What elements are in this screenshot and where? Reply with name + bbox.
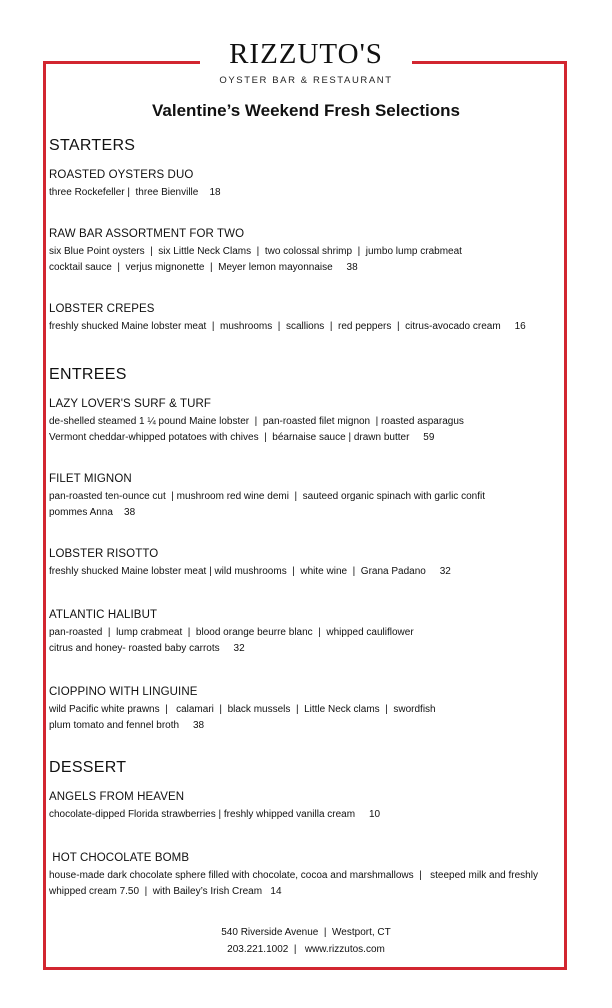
restaurant-logo-subtitle: OYSTER BAR & RESTAURANT [219, 75, 393, 86]
menu-item-description: house-made dark chocolate sphere filled with chocolate, cocoa and marshmallows | steeped milk and freshly [49, 870, 538, 881]
menu-item-name: LAZY LOVER'S SURF & TURF [49, 398, 212, 410]
menu-item-description: pan-roasted | lump crabmeat | blood orange beurre blanc | whipped cauliflower [49, 627, 414, 638]
menu-item-description: chocolate-dipped Florida strawberries | freshly whipped vanilla cream 10 [49, 809, 381, 820]
menu-item-description: Vermont cheddar-whipped potatoes with chives | béarnaise sauce | drawn butter 59 [49, 432, 435, 443]
menu-item-description: six Blue Point oysters | six Little Neck Clams | two colossal shrimp | jumbo lump crabmeat [49, 246, 462, 257]
restaurant-logo-name: RIZZUTO'S [229, 38, 383, 70]
section-title-starters: STARTERS [49, 137, 136, 154]
menu-item-description: pommes Anna 38 [49, 507, 136, 518]
menu-item-name: HOT CHOCOLATE BOMB [49, 852, 190, 864]
menu-item-description: three Rockefeller | three Bienville 18 [49, 187, 221, 198]
section-title-dessert: DESSERT [49, 759, 127, 776]
menu-item-description: plum tomato and fennel broth 38 [49, 720, 205, 731]
menu-item-description: wild Pacific white prawns | calamari | black mussels | Little Neck clams | swordfish [49, 704, 436, 715]
menu-item-name: ROASTED OYSTERS DUO [49, 169, 194, 181]
menu-item-name: LOBSTER CREPES [49, 303, 155, 315]
footer-contact: 203.221.1002 | www.rizzutos.com [227, 944, 385, 955]
menu-item-description: freshly shucked Maine lobster meat | mushrooms | scallions | red peppers | citrus-avocado cream 16 [49, 321, 526, 332]
menu-item-description: cocktail sauce | verjus mignonette | Meyer lemon mayonnaise 38 [49, 262, 358, 273]
section-title-entrees: ENTREES [49, 366, 127, 383]
menu-item-name: ATLANTIC HALIBUT [49, 609, 158, 621]
menu-item-description: whipped cream 7.50 | with Bailey’s Irish Cream 14 [49, 886, 282, 897]
menu-item-name: CIOPPINO WITH LINGUINE [49, 686, 198, 698]
menu-title: Valentine’s Weekend Fresh Selections [151, 101, 460, 120]
menu-item-description: pan-roasted ten-ounce cut | mushroom red wine demi | sauteed organic spinach with garlic confit [49, 491, 485, 502]
menu-item-name: RAW BAR ASSORTMENT FOR TWO [49, 228, 245, 240]
menu-item-description: freshly shucked Maine lobster meat | wild mushrooms | white wine | Grana Padano 32 [49, 566, 451, 577]
footer-address: 540 Riverside Avenue | Westport, CT [221, 927, 391, 938]
menu-item-name: LOBSTER RISOTTO [49, 548, 159, 560]
menu-item-description: citrus and honey- roasted baby carrots 32 [49, 643, 245, 654]
menu-item-name: FILET MIGNON [49, 473, 132, 485]
menu-item-description: de-shelled steamed 1 ¼ pound Maine lobster | pan-roasted filet mignon | roasted asparagus [49, 416, 464, 427]
menu-item-name: ANGELS FROM HEAVEN [49, 791, 185, 803]
